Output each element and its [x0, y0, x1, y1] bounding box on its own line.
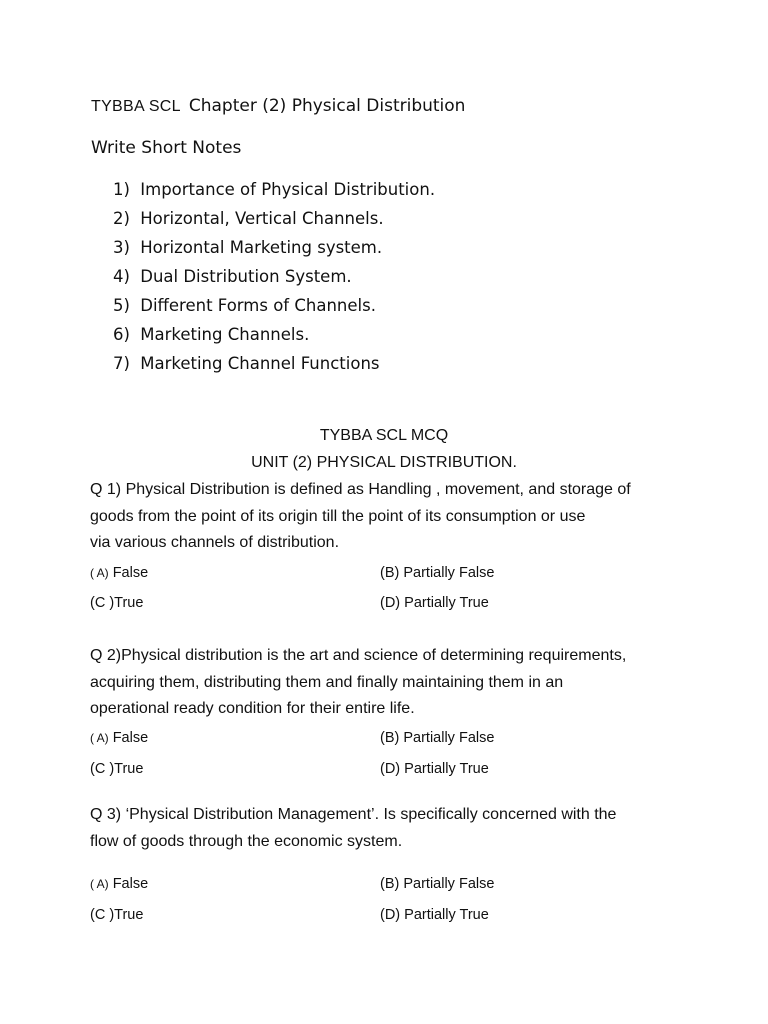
list-item: 1) Importance of Physical Distribution. [113, 180, 436, 199]
chapter-title: Chapter (2) Physical Distribution [188, 96, 466, 116]
question-line: operational ready condition for their entire life. [90, 700, 415, 717]
question-line: Q 1) Physical Distribution is defined as Handling , movement, and storage of [90, 481, 631, 498]
list-item: 5) Different Forms of Channels. [113, 296, 376, 315]
option-a: ( A) False [90, 876, 149, 892]
option-b: (B) Partially False [380, 730, 495, 746]
question-2 [90, 643, 690, 723]
list-item: 2) Horizontal, Vertical Channels. [113, 209, 384, 228]
option-d: (D) Partially True [380, 761, 489, 777]
list-item: 4) Dual Distribution System. [113, 267, 352, 286]
question-line: acquiring them, distributing them and finally maintaining them in an [90, 673, 564, 691]
option-a: ( A) False [90, 565, 149, 581]
question-line: Q 3) ‘Physical Distribution Management’. Is specifically concerned with the [90, 806, 617, 823]
question-1 [90, 477, 690, 557]
option-c: (C )True [90, 761, 144, 777]
option-b: (B) Partially False [380, 876, 495, 892]
list-item: 3) Horizontal Marketing system. [113, 238, 383, 257]
course-code: TYBBA SCL [91, 98, 181, 115]
mcq-title: TYBBA SCL MCQ [319, 427, 449, 444]
short-notes-heading: Write Short Notes [91, 138, 242, 158]
unit-title: UNIT (2) PHYSICAL DISTRIBUTION. [251, 454, 517, 471]
option-c: (C )True [90, 595, 144, 611]
option-c: (C )True [90, 907, 144, 923]
option-d: (D) Partially True [380, 595, 489, 611]
question-line: via various channels of distribution. [90, 534, 340, 551]
option-d: (D) Partially True [380, 907, 489, 923]
question-3 [90, 802, 690, 855]
list-item: 6) Marketing Channels. [113, 325, 310, 344]
question-line: Q 2)Physical distribution is the art and science of determining requirements, [90, 647, 627, 664]
option-a: ( A) False [90, 730, 149, 746]
short-notes-list [113, 178, 435, 381]
question-line: flow of goods through the economic system. [90, 832, 403, 850]
page-heading [91, 95, 465, 116]
list-item: 7) Marketing Channel Functions [113, 354, 380, 373]
question-line: goods from the point of its origin till the point of its consumption or use [90, 507, 586, 525]
option-b: (B) Partially False [380, 565, 495, 581]
